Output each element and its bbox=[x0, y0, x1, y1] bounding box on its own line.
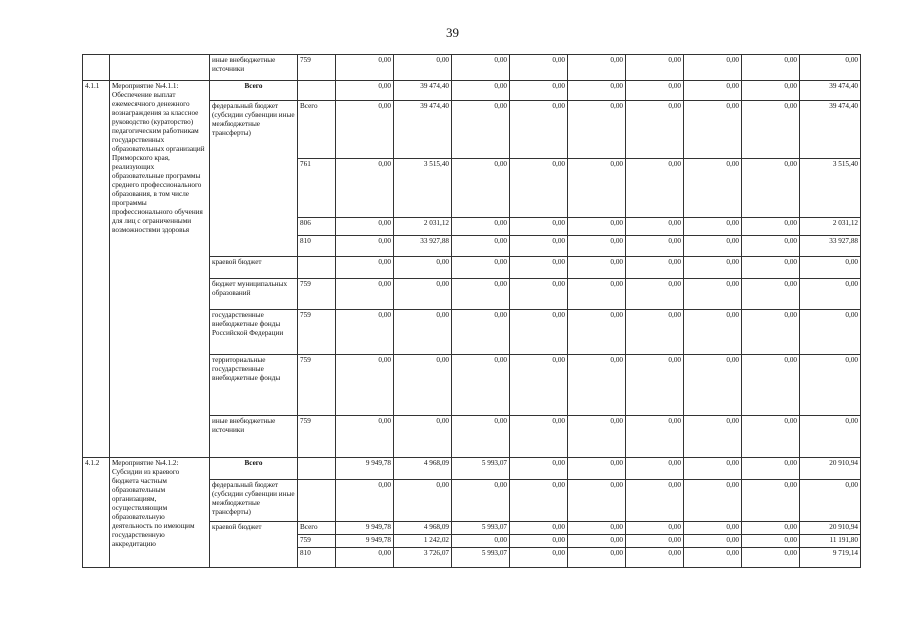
value-cell: 0,00 bbox=[742, 101, 800, 159]
value-cell: 0,00 bbox=[568, 159, 626, 218]
total-value-cell: 20 910,94 bbox=[800, 458, 861, 480]
budget-code-cell: Всего bbox=[298, 101, 336, 159]
value-cell: 39 474,40 bbox=[394, 101, 452, 159]
value-cell: 0,00 bbox=[568, 480, 626, 522]
value-cell: 0,00 bbox=[568, 310, 626, 355]
value-cell: 0,00 bbox=[336, 159, 394, 218]
page-number: 39 bbox=[446, 25, 459, 40]
value-cell: 2 031,12 bbox=[394, 218, 452, 236]
funding-source-cell: территориальные государственные внебюджетные фонды bbox=[210, 355, 298, 416]
value-cell: 0,00 bbox=[684, 81, 742, 101]
budget-code-cell bbox=[298, 458, 336, 480]
value-cell: 0,00 bbox=[452, 416, 510, 458]
value-cell: 0,00 bbox=[394, 355, 452, 416]
value-cell: 0,00 bbox=[626, 279, 684, 310]
value-cell: 0,00 bbox=[742, 310, 800, 355]
funding-source-cell: иные внебюджетные источники bbox=[210, 55, 298, 81]
value-cell: 0,00 bbox=[336, 310, 394, 355]
value-cell: 0,00 bbox=[684, 236, 742, 257]
value-cell: 0,00 bbox=[742, 55, 800, 81]
value-cell: 0,00 bbox=[568, 458, 626, 480]
value-cell: 9 949,78 bbox=[336, 458, 394, 480]
value-cell: 0,00 bbox=[626, 416, 684, 458]
value-cell: 0,00 bbox=[452, 535, 510, 548]
value-cell: 0,00 bbox=[742, 522, 800, 535]
value-cell: 0,00 bbox=[568, 522, 626, 535]
total-value-cell: 0,00 bbox=[800, 55, 861, 81]
total-value-cell: 33 927,88 bbox=[800, 236, 861, 257]
value-cell: 0,00 bbox=[742, 236, 800, 257]
total-value-cell: 0,00 bbox=[800, 279, 861, 310]
total-value-cell: 39 474,40 bbox=[800, 101, 861, 159]
value-cell: 5 993,07 bbox=[452, 458, 510, 480]
value-cell: 0,00 bbox=[394, 480, 452, 522]
value-cell: 0,00 bbox=[510, 535, 568, 548]
value-cell: 0,00 bbox=[336, 480, 394, 522]
value-cell: 0,00 bbox=[626, 55, 684, 81]
value-cell: 0,00 bbox=[510, 458, 568, 480]
value-cell: 0,00 bbox=[394, 310, 452, 355]
value-cell: 0,00 bbox=[684, 310, 742, 355]
value-cell: 0,00 bbox=[568, 101, 626, 159]
value-cell: 0,00 bbox=[510, 416, 568, 458]
budget-code-cell: 759 bbox=[298, 310, 336, 355]
total-value-cell: 0,00 bbox=[800, 480, 861, 522]
budget-table bbox=[82, 54, 861, 568]
value-cell: 0,00 bbox=[510, 159, 568, 218]
value-cell: 0,00 bbox=[510, 236, 568, 257]
value-cell: 4 968,09 bbox=[394, 458, 452, 480]
value-cell: 0,00 bbox=[742, 257, 800, 279]
value-cell: 0,00 bbox=[742, 81, 800, 101]
value-cell: 0,00 bbox=[626, 257, 684, 279]
value-cell: 0,00 bbox=[510, 310, 568, 355]
value-cell: 4 968,09 bbox=[394, 522, 452, 535]
value-cell: 0,00 bbox=[568, 81, 626, 101]
value-cell: 0,00 bbox=[568, 257, 626, 279]
funding-source-cell: федеральный бюджет (субсидии субвенции иные межбюджетные трансферты) bbox=[210, 101, 298, 257]
value-cell: 0,00 bbox=[452, 81, 510, 101]
total-value-cell: 11 191,80 bbox=[800, 535, 861, 548]
value-cell: 0,00 bbox=[684, 159, 742, 218]
budget-code-cell: 759 bbox=[298, 55, 336, 81]
value-cell: 0,00 bbox=[742, 416, 800, 458]
budget-code-cell: 810 bbox=[298, 236, 336, 257]
value-cell: 0,00 bbox=[626, 236, 684, 257]
budget-code-cell bbox=[298, 480, 336, 522]
funding-source-cell: бюджет муниципальных образований bbox=[210, 279, 298, 310]
value-cell: 3 515,40 bbox=[394, 159, 452, 218]
total-value-cell: 9 719,14 bbox=[800, 548, 861, 568]
value-cell: 0,00 bbox=[394, 55, 452, 81]
value-cell: 0,00 bbox=[684, 355, 742, 416]
value-cell: 0,00 bbox=[684, 257, 742, 279]
value-cell: 0,00 bbox=[336, 101, 394, 159]
value-cell: 0,00 bbox=[626, 218, 684, 236]
value-cell: 0,00 bbox=[510, 101, 568, 159]
activity-name-cell: Мероприятие №4.1.2: Субсидии из краевого бюджета частным образовательным организациям, осуществляющим образовательную деятельность по имеющим государственную аккредитацию bbox=[110, 458, 210, 568]
value-cell: 0,00 bbox=[684, 218, 742, 236]
value-cell: 0,00 bbox=[510, 522, 568, 535]
value-cell: 0,00 bbox=[742, 480, 800, 522]
value-cell: 0,00 bbox=[742, 548, 800, 568]
value-cell: 33 927,88 bbox=[394, 236, 452, 257]
value-cell: 0,00 bbox=[452, 480, 510, 522]
value-cell: 0,00 bbox=[626, 535, 684, 548]
value-cell: 0,00 bbox=[336, 548, 394, 568]
value-cell: 0,00 bbox=[742, 535, 800, 548]
value-cell: 0,00 bbox=[510, 218, 568, 236]
value-cell: 0,00 bbox=[626, 355, 684, 416]
budget-code-cell: 759 bbox=[298, 535, 336, 548]
value-cell: 0,00 bbox=[626, 159, 684, 218]
budget-code-cell: 759 bbox=[298, 416, 336, 458]
value-cell: 0,00 bbox=[568, 548, 626, 568]
funding-source-cell: государственные внебюджетные фонды Российской Федерации bbox=[210, 310, 298, 355]
funding-source-cell: федеральный бюджет (субсидии субвенции иные межбюджетные трансферты) bbox=[210, 480, 298, 522]
value-cell: 0,00 bbox=[684, 279, 742, 310]
total-value-cell: 3 515,40 bbox=[800, 159, 861, 218]
value-cell: 5 993,07 bbox=[452, 548, 510, 568]
value-cell: 0,00 bbox=[742, 279, 800, 310]
value-cell: 9 949,78 bbox=[336, 535, 394, 548]
budget-code-cell: 759 bbox=[298, 355, 336, 416]
value-cell: 0,00 bbox=[510, 355, 568, 416]
row-number-cell bbox=[83, 55, 110, 81]
value-cell: 0,00 bbox=[336, 218, 394, 236]
value-cell: 0,00 bbox=[626, 310, 684, 355]
value-cell: 0,00 bbox=[452, 355, 510, 416]
value-cell: 0,00 bbox=[452, 218, 510, 236]
value-cell: 0,00 bbox=[626, 548, 684, 568]
value-cell: 0,00 bbox=[568, 218, 626, 236]
value-cell: 0,00 bbox=[568, 535, 626, 548]
activity-name-cell bbox=[110, 55, 210, 81]
value-cell: 0,00 bbox=[336, 279, 394, 310]
value-cell: 39 474,40 bbox=[394, 81, 452, 101]
total-value-cell: 0,00 bbox=[800, 416, 861, 458]
value-cell: 0,00 bbox=[510, 81, 568, 101]
value-cell: 0,00 bbox=[336, 257, 394, 279]
funding-source-cell: Всего bbox=[210, 81, 298, 101]
value-cell: 0,00 bbox=[626, 522, 684, 535]
value-cell: 0,00 bbox=[568, 236, 626, 257]
value-cell: 0,00 bbox=[742, 355, 800, 416]
value-cell: 0,00 bbox=[684, 416, 742, 458]
value-cell: 0,00 bbox=[336, 81, 394, 101]
value-cell: 0,00 bbox=[510, 55, 568, 81]
value-cell: 0,00 bbox=[452, 257, 510, 279]
value-cell: 0,00 bbox=[394, 279, 452, 310]
value-cell: 0,00 bbox=[626, 458, 684, 480]
value-cell: 0,00 bbox=[452, 236, 510, 257]
value-cell: 0,00 bbox=[452, 159, 510, 218]
value-cell: 0,00 bbox=[452, 310, 510, 355]
value-cell: 0,00 bbox=[684, 101, 742, 159]
value-cell: 0,00 bbox=[568, 279, 626, 310]
value-cell: 0,00 bbox=[568, 55, 626, 81]
value-cell: 0,00 bbox=[568, 355, 626, 416]
value-cell: 0,00 bbox=[568, 416, 626, 458]
total-value-cell: 0,00 bbox=[800, 355, 861, 416]
value-cell: 0,00 bbox=[742, 159, 800, 218]
table-row bbox=[83, 55, 861, 81]
funding-source-cell: краевой бюджет bbox=[210, 522, 298, 568]
value-cell: 0,00 bbox=[510, 548, 568, 568]
value-cell: 5 993,07 bbox=[452, 522, 510, 535]
funding-source-cell: краевой бюджет bbox=[210, 257, 298, 279]
total-value-cell: 2 031,12 bbox=[800, 218, 861, 236]
total-value-cell: 20 910,94 bbox=[800, 522, 861, 535]
value-cell: 0,00 bbox=[684, 535, 742, 548]
value-cell: 0,00 bbox=[742, 218, 800, 236]
value-cell: 0,00 bbox=[684, 55, 742, 81]
value-cell: 0,00 bbox=[626, 81, 684, 101]
value-cell: 0,00 bbox=[684, 458, 742, 480]
value-cell: 1 242,02 bbox=[394, 535, 452, 548]
table-row bbox=[83, 458, 861, 480]
value-cell: 0,00 bbox=[510, 480, 568, 522]
total-value-cell: 0,00 bbox=[800, 310, 861, 355]
value-cell: 0,00 bbox=[626, 480, 684, 522]
total-value-cell: 0,00 bbox=[800, 257, 861, 279]
value-cell: 0,00 bbox=[510, 257, 568, 279]
value-cell: 0,00 bbox=[452, 279, 510, 310]
funding-source-cell: иные внебюджетные источники bbox=[210, 416, 298, 458]
value-cell: 0,00 bbox=[452, 55, 510, 81]
value-cell: 0,00 bbox=[684, 480, 742, 522]
budget-code-cell: 761 bbox=[298, 159, 336, 218]
budget-code-cell: 806 bbox=[298, 218, 336, 236]
value-cell: 0,00 bbox=[394, 416, 452, 458]
value-cell: 0,00 bbox=[452, 101, 510, 159]
table-row bbox=[83, 81, 861, 101]
value-cell: 3 726,07 bbox=[394, 548, 452, 568]
value-cell: 9 949,78 bbox=[336, 522, 394, 535]
budget-code-cell: 759 bbox=[298, 279, 336, 310]
budget-code-cell: Всего bbox=[298, 522, 336, 535]
budget-code-cell: 810 bbox=[298, 548, 336, 568]
value-cell: 0,00 bbox=[684, 522, 742, 535]
value-cell: 0,00 bbox=[336, 416, 394, 458]
value-cell: 0,00 bbox=[336, 355, 394, 416]
funding-source-cell: Всего bbox=[210, 458, 298, 480]
value-cell: 0,00 bbox=[394, 257, 452, 279]
budget-code-cell bbox=[298, 81, 336, 101]
row-number-cell: 4.1.2 bbox=[83, 458, 110, 568]
total-value-cell: 39 474,40 bbox=[800, 81, 861, 101]
value-cell: 0,00 bbox=[742, 458, 800, 480]
budget-code-cell bbox=[298, 257, 336, 279]
value-cell: 0,00 bbox=[684, 548, 742, 568]
activity-name-cell: Мероприятие №4.1.1: Обеспечение выплат ежемесячного денежного вознаграждения за классное руководство (кураторство) педагогическим работникам государственных образовательных организаций Приморского края, реализующих образовательные программы среднего профессионального образования, в том числе программы профессионального обучения для лиц с ограниченными возможностями здоровья bbox=[110, 81, 210, 458]
value-cell: 0,00 bbox=[626, 101, 684, 159]
value-cell: 0,00 bbox=[336, 236, 394, 257]
value-cell: 0,00 bbox=[336, 55, 394, 81]
value-cell: 0,00 bbox=[510, 279, 568, 310]
row-number-cell: 4.1.1 bbox=[83, 81, 110, 458]
